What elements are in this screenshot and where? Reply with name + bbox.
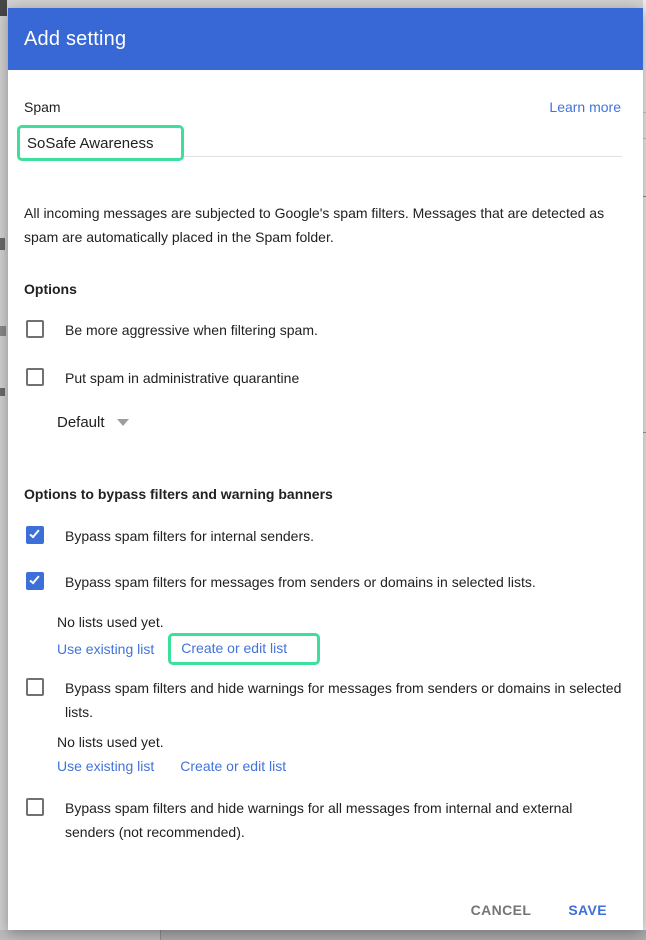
checkbox-label: Bypass spam filters and hide warnings for all messages from internal and external senders (not recommended).: [65, 800, 573, 840]
admin-quarantine-checkbox[interactable]: [26, 368, 44, 386]
setting-description-input[interactable]: SoSafe Awareness: [27, 134, 154, 152]
dialog-header: [8, 8, 643, 70]
checkmark-icon: [29, 528, 39, 539]
bypass-internal-checkbox[interactable]: [26, 526, 44, 544]
hide-warnings-selected-lists-checkbox[interactable]: [26, 678, 44, 696]
checkbox-label: Be more aggressive when filtering spam.: [65, 322, 318, 338]
dialog-footer: [471, 902, 607, 918]
dialog-title: Add setting: [24, 28, 127, 50]
quarantine-dropdown-value: Default: [57, 414, 105, 431]
checkbox-row-admin-quarantine: [26, 368, 299, 390]
use-existing-list-link[interactable]: Use existing list: [57, 641, 155, 657]
background-artifact: [0, 326, 6, 336]
checkbox-label: Bypass spam filters for internal senders.: [65, 528, 314, 544]
checkbox-row-hide-warnings-all: [26, 798, 589, 844]
checkbox-row-aggressive-filtering: [26, 320, 318, 342]
highlight-box: [17, 125, 184, 161]
create-or-edit-list-link[interactable]: Create or edit list: [181, 640, 288, 656]
background-artifact: [0, 0, 7, 16]
aggressive-filtering-checkbox[interactable]: [26, 320, 44, 338]
checkbox-label: Bypass spam filters and hide warnings for messages from senders or domains in selected lists.: [65, 680, 622, 720]
list-status-text: No lists used yet.: [57, 734, 164, 750]
use-existing-list-link[interactable]: Use existing list: [57, 758, 155, 774]
bypass-selected-lists-checkbox[interactable]: [26, 572, 44, 590]
quarantine-dropdown[interactable]: [57, 414, 129, 431]
spam-description-text: All incoming messages are subjected to Google's spam filters. Messages that are detected as spam are automatically placed in the Spam folder.: [24, 205, 605, 245]
save-button[interactable]: SAVE: [568, 902, 607, 918]
checkbox-row-bypass-selected-lists: [26, 572, 536, 594]
hide-warnings-all-checkbox[interactable]: [26, 798, 44, 816]
checkmark-icon: [29, 574, 39, 585]
create-or-edit-list-link[interactable]: Create or edit list: [180, 758, 287, 774]
add-setting-dialog: [8, 8, 643, 930]
learn-more-link[interactable]: Learn more: [549, 99, 621, 115]
checkbox-label: Bypass spam filters for messages from senders or domains in selected lists.: [65, 574, 536, 590]
background-artifact: [0, 388, 5, 396]
setting-name-label: Spam: [24, 99, 61, 115]
bypass-options-heading: Options to bypass filters and warning banners: [24, 486, 333, 502]
checkbox-row-hide-warnings-selected-lists: [26, 678, 623, 724]
highlight-box: [168, 633, 320, 665]
list-links-row: [57, 758, 286, 774]
options-heading: Options: [24, 281, 77, 297]
checkbox-row-bypass-internal: [26, 526, 314, 548]
list-status-text: No lists used yet.: [57, 614, 164, 630]
chevron-down-icon: [117, 419, 129, 426]
cancel-button[interactable]: CANCEL: [470, 902, 532, 918]
list-links-row: [57, 633, 320, 665]
background-page-edge: [0, 930, 646, 940]
checkbox-label: Put spam in administrative quarantine: [65, 370, 300, 386]
field-label-row: [24, 99, 621, 115]
background-artifact: [0, 238, 5, 250]
